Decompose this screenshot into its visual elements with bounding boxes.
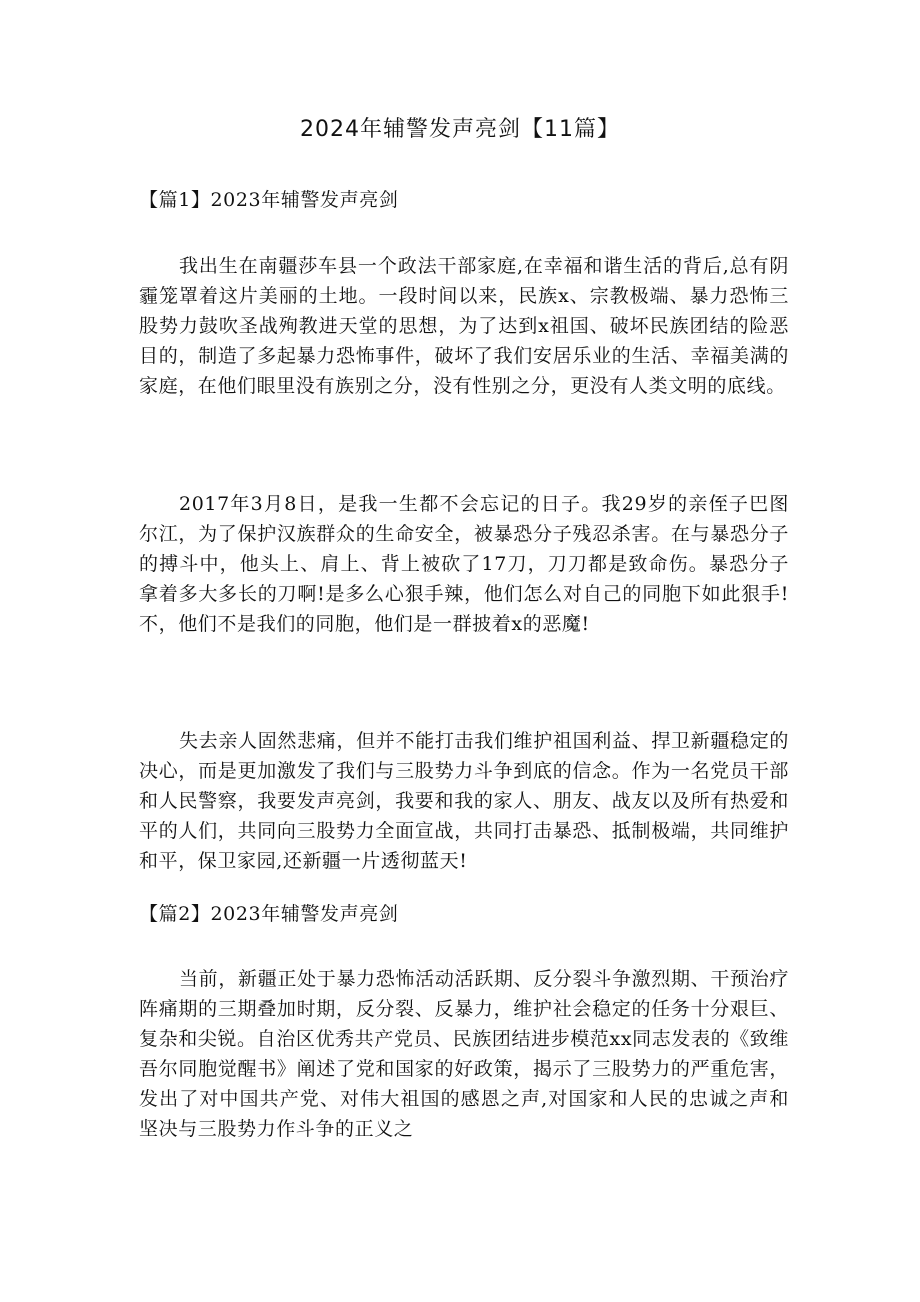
paragraph-1: 我出生在南疆莎车县一个政法干部家庭,在幸福和谐生活的背后,总有阴霾笼罩着这片美丽的土地。一段时间以来，民族x、宗教极端、暴力恐怖三股势力鼓吹圣战殉教进天堂的思想，为了达到x祖国、破坏民族团结的险恶目的，制造了多起暴力恐怖事件，破坏了我们安居乐业的生活、幸福美满的家庭，在他们眼里没有族别之分，没有性别之分，更没有人类文明的底线。 [139, 255, 789, 397]
document-title: 2024年辅警发声亮剑【11篇】 [300, 117, 620, 142]
paragraph-2: 2017年3月8日，是我一生都不会忘记的日子。我29岁的亲侄子巴图尔江，为了保护汉族群众的生命安全，被暴恐分子残忍杀害。在与暴恐分子的搏斗中，他头上、肩上、背上被砍了17刀，刀刀都是致命伤。暴恐分子拿着多大多长的刀啊!是多么心狠手辣，他们怎么对自己的同胞下如此狠手!不，他们不是我们的同胞，他们是一群披着x的恶魔! [139, 493, 789, 635]
paragraph-4: 当前，新疆正处于暴力恐怖活动活跃期、反分裂斗争激烈期、干预治疗阵痛期的三期叠加时期，反分裂、反暴力，维护社会稳定的任务十分艰巨、复杂和尖锐。自治区优秀共产党员、民族团结进步模范xx同志发表的《致维吾尔同胞觉醒书》阐述了党和国家的好政策，揭示了三股势力的严重危害，发出了对中国共产党、对伟大祖国的感恩之声,对国家和人民的忠诚之声和坚决与三股势力作斗争的正义之 [139, 968, 789, 1140]
section-heading-2: 【篇2】2023年辅警发声亮剑 [139, 903, 399, 925]
section-heading-1: 【篇1】2023年辅警发声亮剑 [139, 189, 399, 211]
paragraph-3: 失去亲人固然悲痛，但并不能打击我们维护祖国利益、捍卫新疆稳定的决心，而是更加激发了我们与三股势力斗争到底的信念。作为一名党员干部和人民警察，我要发声亮剑，我要和我的家人、朋友、战友以及所有热爱和平的人们，共同向三股势力全面宣战，共同打击暴恐、抵制极端，共同维护和平，保卫家园,还新疆一片透彻蓝天! [139, 730, 789, 872]
